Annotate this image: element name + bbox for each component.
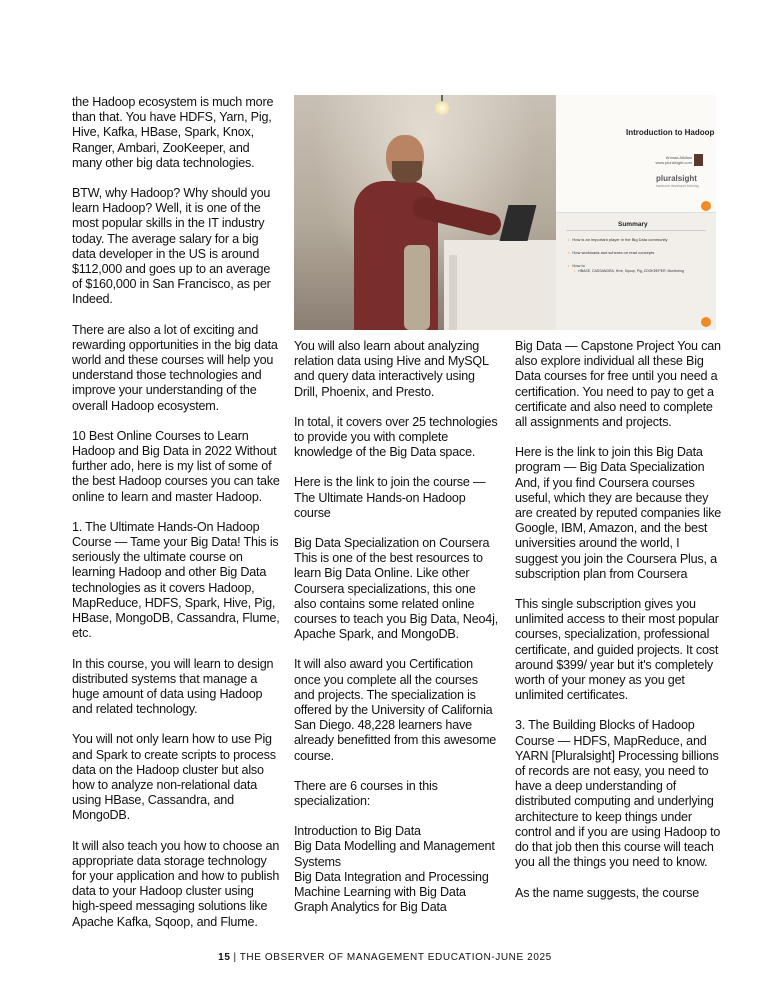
list-item: Big Data Integration and Processing	[294, 869, 489, 884]
person-beard	[392, 161, 422, 183]
page-number: 15	[218, 952, 231, 963]
paragraph: Here is the link to join this Big Data program — Big Data Specialization And, if you find Coursera courses useful, which they are because they are created by reputed companies like Google, IBM, Amazon, and the best universities around the world, I suggest you join the Coursera Plus, a subscription plan from Coursera	[515, 445, 722, 581]
list-item: Introduction to Big Data	[294, 824, 421, 839]
paragraph: As the name suggests, the course	[515, 885, 700, 900]
paragraph: 1. The Ultimate Hands-On Hadoop Course — Tame your Big Data! This is seriously the ultimate course on learning Hadoop and other Big Data technologies as it covers Hadoop, MapReduce, HDFS, Spark, Hive, Pig, HBase, MongoDB, Cassandra, Flume, etc.	[72, 519, 280, 641]
publication-name: THE OBSERVER OF MANAGEMENT EDUCATION-JUNE 2025	[239, 952, 552, 963]
desk-leg	[449, 255, 457, 330]
paragraph: You will also learn about analyzing relation data using Hive and MySQL and query data interactively using Drill, Phoenix, and Presto.	[294, 339, 489, 399]
course-slide-image	[556, 95, 716, 330]
paragraph: BTW, why Hadoop? Why should you learn Hadoop? Well, it is one of the most popular skills in the IT industry today. The average salary for a big data developer in the US is around $112,000 and goes up to an average of $160,000 in San Francisco, as per Indeed.	[72, 186, 271, 307]
man-at-laptop-photo	[294, 95, 556, 330]
slide-author	[640, 155, 692, 165]
paragraph: It will also award you Certification once you complete all the courses and projects. The specialization is offered by the University of California San Diego. 48,228 learners have already benefitted from this awesome course.	[294, 657, 497, 763]
list-item: Machine Learning with Big Data	[294, 885, 466, 900]
paragraph: 3. The Building Blocks of Hadoop Course — HDFS, MapReduce, and YARN [Pluralsight] Processing billions of records are not easy, you need to have a deep understanding of distributed computing and underlying architecture to keep things under control and if you are using Hadoop to do that job then this course will teach you all the things you need to know.	[515, 718, 721, 870]
list-item: Big Data Modelling and Management Systems	[294, 839, 495, 869]
slide-author-site: www.pluralsight.com	[655, 160, 692, 165]
paragraph: In this course, you will learn to design distributed systems that manage a huge amount of data using Hadoop and related technology.	[72, 656, 274, 717]
list-item: Graph Analytics for Big Data	[294, 900, 447, 915]
slide-bullet: • How to	[568, 263, 708, 268]
slide-author-name: Ahmad Alkilani	[665, 155, 692, 160]
slide-summary-title: Summary	[618, 221, 648, 228]
divider	[566, 230, 706, 231]
pluralsight-tagline: hardcore developer training	[656, 184, 699, 188]
article-column-2	[294, 339, 500, 916]
paragraph: the Hadoop ecosystem is much more than that. You have HDFS, Yarn, Pig, Hive, Kafka, HBase, Spark, Knox, Ranger, Ambari, ZooKeeper, and many other big data technologies.	[72, 95, 274, 170]
paragraph: This single subscription gives you unlimited access to their most popular courses, specialization, professional certificate, and guided projects. It cost around $399/ year but it's completely worth of your money as you get unlimited certificates.	[515, 597, 719, 703]
paragraph: Big Data — Capstone Project You can also explore individual all these Big Data courses for free until you need a certification. You need to pay to get a certificate and also need to complete all assignments and projects.	[515, 339, 721, 430]
slide-title-panel	[556, 95, 716, 213]
paragraph: Here is the link to join the course — The Ultimate Hands-on Hadoop course	[294, 475, 486, 520]
footer-separator: |	[233, 952, 237, 963]
chair	[404, 245, 430, 330]
paragraph: 10 Best Online Courses to Learn Hadoop and Big Data in 2022 Without further ado, here is my list of some of the best Hadoop courses you can take online to learn and master Hadoop.	[72, 428, 280, 504]
article-column-1	[72, 95, 280, 945]
light-bulb-icon	[435, 101, 449, 115]
avatar	[694, 154, 703, 166]
play-icon	[701, 317, 711, 327]
paragraph: Big Data Specialization on Coursera This is one of the best resources to learn Big Data Online. Like other Coursera specializations, this one also contains some related online courses to teach you Big Data, Neo4j, Apache Spark, and MongoDB.	[294, 536, 499, 642]
slide-sub-bullet: • HBASE, CASSANDRA, Hive, Sqoop, Pig, ZOOKEEPER, Monitoring	[574, 269, 714, 274]
paragraph: There are also a lot of exciting and rewarding opportunities in the big data world and these courses will help you understand those technologies and improve your understanding of the overall Hadoop ecosystem.	[72, 322, 278, 413]
pluralsight-logo: pluralsight	[656, 174, 697, 183]
article-column-3	[515, 339, 723, 916]
page-footer	[0, 952, 770, 963]
paragraph: There are 6 courses in this specialization:	[294, 778, 438, 809]
paragraph: In total, it covers over 25 technologies to provide you with complete knowledge of the Big Data space.	[294, 414, 498, 460]
paragraph: It will also teach you how to choose an appropriate data storage technology for your application and how to publish data to your Hadoop cluster using high-speed messaging solutions like Apache Kafka, Sqoop, and Flume.	[72, 838, 280, 929]
slide-bullet: • How workloads and schema on read concepts	[568, 250, 708, 255]
play-icon	[701, 201, 711, 211]
course-list	[294, 824, 500, 915]
slide-bullet: • How is an important player in the Big Data community	[568, 237, 708, 242]
paragraph: You will not only learn how to use Pig and Spark to create scripts to process data on the Hadoop cluster but also how to analyze non-relational data using HBase, Cassandra, and MongoDB.	[72, 732, 276, 823]
desk	[444, 240, 556, 330]
slide-title: Introduction to Hadoop	[626, 128, 715, 137]
